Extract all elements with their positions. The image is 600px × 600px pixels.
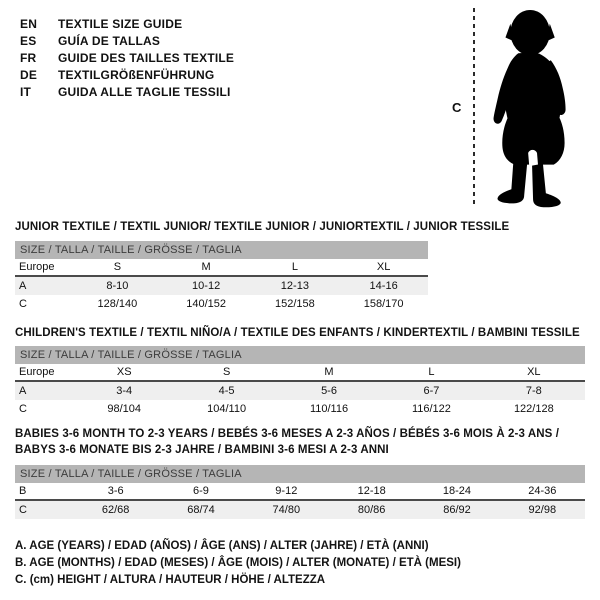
row-label: Europe [19,366,55,378]
lang-title: GUIDA ALLE TAGLIE TESSILI [58,84,231,99]
size-cell: XL [527,366,541,378]
age-cell: 10-12 [192,280,221,292]
row-label: A [19,385,27,397]
row-label: C [19,504,27,516]
lang-code: DE [20,67,38,82]
age-cell: 12-13 [280,280,309,292]
table-row-age [15,382,585,400]
age-cell: 5-6 [321,385,337,397]
height-cell: 140/152 [186,298,226,310]
size-cell: M [324,366,334,378]
table-row-height [15,400,585,418]
height-cell: 110/116 [309,403,349,415]
babies-size-table [15,465,585,519]
lang-code: IT [20,84,32,99]
babies-heading-line2: BABYS 3-6 MONATE BIS 2-3 JAHRE / BAMBINI 3-6 MESI A 2-3 ANNI [15,444,389,456]
row-label: C [19,298,27,310]
height-cell: 74/80 [272,504,301,516]
row-label: B [19,485,27,497]
junior-size-table [15,241,428,313]
lang-code: FR [20,50,37,65]
footnote-b: B. AGE (MONTHS) / EDAD (MESES) / ÂGE (MOIS) / ALTER (MONATE) / ETÀ (MESI) [15,557,461,569]
lang-row-es [20,32,234,49]
table-row-height [15,501,585,519]
lang-title: TEXTILE SIZE GUIDE [58,16,183,31]
height-measure-dotted-line [473,8,475,206]
height-cell: 128/140 [97,298,138,310]
size-bar: SIZE / TALLA / TAILLE / GRÖSSE / TAGLIA [15,241,428,259]
age-cell: 7-8 [525,385,542,397]
babies-table-heading [15,426,559,458]
legend-footnotes [15,538,461,589]
size-cell: L [291,261,298,273]
size-cell: M [201,261,211,273]
lang-title: GUIDE DES TAILLES TEXTILE [58,50,235,65]
months-cell: 9-12 [275,485,298,497]
table-row-height [15,295,428,313]
row-label: A [19,280,27,292]
babies-heading-line1: BABIES 3-6 MONTH TO 2-3 YEARS / BEBÉS 3-6 MESES A 2-3 AÑOS / BÉBÉS 3-6 MOIS À 2-3 ANS / [15,428,559,440]
height-cell: 86/92 [443,504,471,516]
row-label: Europe [19,261,55,273]
footnote-a: A. AGE (YEARS) / EDAD (AÑOS) / ÂGE (ANS) / ALTER (JAHRE) / ETÀ (ANNI) [15,540,429,552]
language-title-block [20,15,234,100]
lang-code: ES [20,33,37,48]
lang-title: TEXTILGRÖßENFÜHRUNG [58,67,215,82]
months-cell: 18-24 [442,485,472,497]
table-row-europe [15,364,585,382]
height-cell: 80/86 [357,504,386,516]
age-cell: 6-7 [423,385,440,397]
height-cell: 116/122 [411,403,451,415]
table-row-age [15,277,428,295]
age-cell: 3-4 [116,385,133,397]
height-cell: 62/68 [101,504,130,516]
height-cell: 92/98 [528,504,557,516]
lang-row-de [20,66,234,83]
age-cell: 8-10 [106,280,129,292]
height-cell: 152/158 [274,298,315,310]
size-bar: SIZE / TALLA / TAILLE / GRÖSSE / TAGLIA [15,346,585,364]
junior-table-heading: JUNIOR TEXTILE / TEXTIL JUNIOR/ TEXTILE JUNIOR / JUNIORTEXTIL / JUNIOR TESSILE [15,221,510,233]
row-label: C [19,403,27,415]
size-bar: SIZE / TALLA / TAILLE / GRÖSSE / TAGLIA [15,465,585,483]
size-cell: XS [116,366,132,378]
height-cell: 158/170 [363,298,404,310]
age-cell: 14-16 [369,280,398,292]
lang-row-fr [20,49,234,66]
lang-title: GUÍA DE TALLAS [58,33,161,48]
months-cell: 12-18 [357,485,386,497]
age-cell: 4-5 [218,385,235,397]
toddler-silhouette-image [482,6,592,208]
height-measure-label: C [452,100,462,115]
lang-code: EN [20,16,38,31]
size-cell: S [222,366,231,378]
height-cell: 122/128 [513,403,554,415]
height-cell: 98/104 [107,403,142,415]
height-cell: 104/110 [207,403,247,415]
table-row-months [15,483,585,501]
months-cell: 3-6 [107,485,124,497]
table-row-europe [15,259,428,277]
months-cell: 6-9 [193,485,209,497]
height-cell: 68/74 [187,504,215,516]
size-cell: S [113,261,122,273]
children-size-table [15,346,585,418]
toddler-silhouette-svg [482,6,592,208]
size-cell: XL [376,261,391,273]
children-table-heading: CHILDREN'S TEXTILE / TEXTIL NIÑO/A / TEXTILE DES ENFANTS / KINDERTEXTIL / BAMBINI TESSILE [15,327,580,339]
months-cell: 24-36 [528,485,557,497]
footnote-c: C. (cm) HEIGHT / ALTURA / HAUTEUR / HÖHE / ALTEZZA [15,574,326,586]
lang-row-it [20,83,234,100]
size-cell: L [428,366,435,378]
lang-row-en [20,15,234,32]
